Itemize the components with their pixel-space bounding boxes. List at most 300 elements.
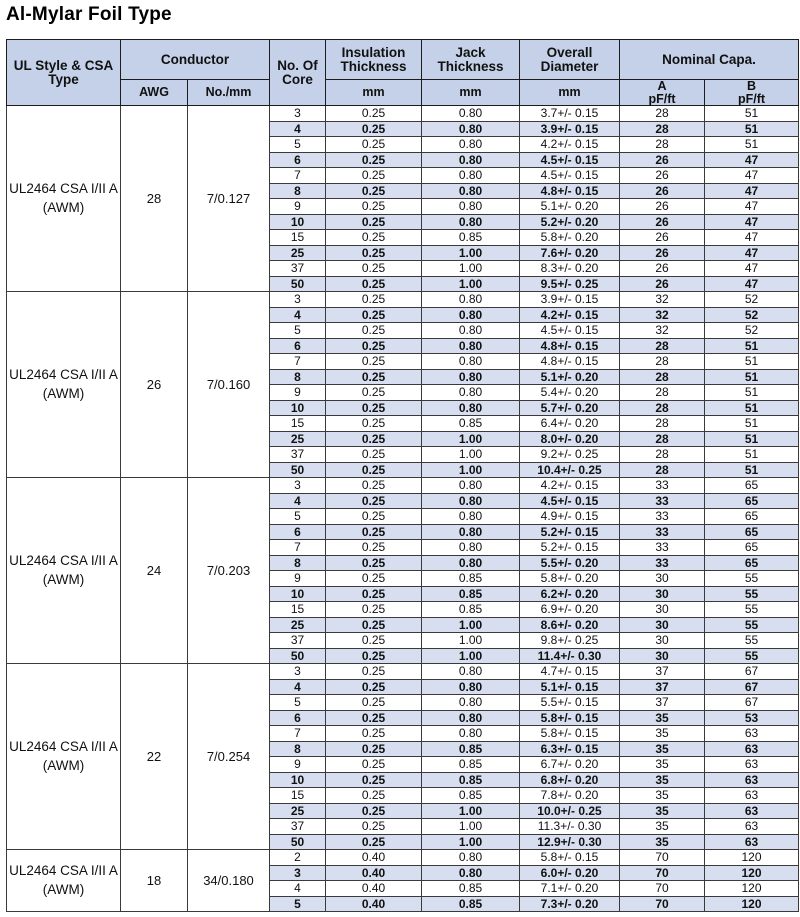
- overall-diameter-cell: 4.9+/- 0.15: [520, 509, 620, 525]
- insulation-cell: 0.25: [326, 261, 422, 277]
- jack-cell: 0.80: [422, 369, 520, 385]
- spec-table: [6, 39, 799, 912]
- core-cell: 25: [270, 803, 326, 819]
- overall-diameter-cell: 4.8+/- 0.15: [520, 183, 620, 199]
- awg-cell: 24: [121, 478, 188, 664]
- capa-a-cell: 33: [620, 493, 705, 509]
- overall-diameter-cell: 4.5+/- 0.15: [520, 168, 620, 184]
- capa-a-cell: 26: [620, 276, 705, 292]
- capa-a-cell: 35: [620, 819, 705, 835]
- overall-diameter-cell: 5.2+/- 0.20: [520, 214, 620, 230]
- core-cell: 3: [270, 865, 326, 881]
- capa-b-cell: 47: [705, 152, 799, 168]
- insulation-cell: 0.25: [326, 230, 422, 246]
- capa-a-cell: 30: [620, 571, 705, 587]
- no-mm-cell: 7/0.160: [188, 292, 270, 478]
- capa-b-cell: 65: [705, 540, 799, 556]
- capa-b-cell: 52: [705, 292, 799, 308]
- core-cell: 7: [270, 354, 326, 370]
- capa-a-cell: 26: [620, 230, 705, 246]
- core-cell: 50: [270, 276, 326, 292]
- capa-a-cell: 32: [620, 307, 705, 323]
- capa-a-cell: 37: [620, 664, 705, 680]
- overall-diameter-cell: 5.8+/- 0.15: [520, 726, 620, 742]
- awg-cell: 26: [121, 292, 188, 478]
- overall-diameter-cell: 7.1+/- 0.20: [520, 881, 620, 897]
- core-cell: 37: [270, 447, 326, 463]
- core-cell: 7: [270, 540, 326, 556]
- capa-b-cell: 67: [705, 679, 799, 695]
- capa-b-cell: 55: [705, 586, 799, 602]
- capa-b-cell: 51: [705, 354, 799, 370]
- capa-a-cell: 33: [620, 509, 705, 525]
- core-cell: 9: [270, 757, 326, 773]
- capa-a-cell: 28: [620, 369, 705, 385]
- overall-diameter-cell: 5.2+/- 0.15: [520, 540, 620, 556]
- insulation-cell: 0.25: [326, 648, 422, 664]
- capa-b-cell: 51: [705, 121, 799, 137]
- capa-a-cell: 30: [620, 648, 705, 664]
- jack-cell: 0.80: [422, 106, 520, 122]
- jack-cell: 0.85: [422, 881, 520, 897]
- insulation-cell: 0.25: [326, 803, 422, 819]
- capa-a-cell: 26: [620, 261, 705, 277]
- capa-a-cell: 35: [620, 710, 705, 726]
- capa-a-cell: 30: [620, 602, 705, 618]
- ul-style-cell: UL2464 CSA I/II A (AWM): [7, 664, 121, 850]
- overall-diameter-cell: 4.7+/- 0.15: [520, 664, 620, 680]
- overall-diameter-cell: 5.1+/- 0.20: [520, 369, 620, 385]
- core-cell: 25: [270, 245, 326, 261]
- core-cell: 5: [270, 323, 326, 339]
- capa-a-cell: 28: [620, 338, 705, 354]
- capa-a-cell: 28: [620, 137, 705, 153]
- capa-a-cell: 32: [620, 323, 705, 339]
- insulation-cell: 0.25: [326, 555, 422, 571]
- core-cell: 4: [270, 881, 326, 897]
- capa-a-cell: 26: [620, 245, 705, 261]
- core-cell: 8: [270, 369, 326, 385]
- capa-a-cell: 28: [620, 462, 705, 478]
- overall-diameter-cell: 5.8+/- 0.15: [520, 710, 620, 726]
- jack-cell: 0.80: [422, 400, 520, 416]
- capa-b-cell: 67: [705, 695, 799, 711]
- insulation-cell: 0.25: [326, 168, 422, 184]
- capa-b-cell: 65: [705, 524, 799, 540]
- jack-cell: 0.85: [422, 741, 520, 757]
- insulation-cell: 0.25: [326, 679, 422, 695]
- jack-cell: 0.85: [422, 772, 520, 788]
- overall-diameter-cell: 6.2+/- 0.20: [520, 586, 620, 602]
- capa-b-cell: 120: [705, 865, 799, 881]
- insulation-cell: 0.25: [326, 245, 422, 261]
- jack-cell: 1.00: [422, 462, 520, 478]
- capa-b-cell: 51: [705, 462, 799, 478]
- capa-a-cell: 33: [620, 478, 705, 494]
- capa-a-cell: 33: [620, 524, 705, 540]
- core-cell: 10: [270, 400, 326, 416]
- capa-a-cell: 70: [620, 896, 705, 912]
- insulation-cell: 0.25: [326, 710, 422, 726]
- capa-b-cell: 120: [705, 896, 799, 912]
- insulation-cell: 0.25: [326, 664, 422, 680]
- capa-a-cell: 35: [620, 741, 705, 757]
- core-cell: 4: [270, 307, 326, 323]
- capa-b-cell: 63: [705, 819, 799, 835]
- capa-b-cell: 47: [705, 261, 799, 277]
- unit-jack: mm: [422, 80, 520, 106]
- capa-a-cell: 35: [620, 757, 705, 773]
- jack-cell: 0.80: [422, 292, 520, 308]
- core-cell: 15: [270, 416, 326, 432]
- capa-a-cell: 33: [620, 540, 705, 556]
- no-mm-cell: 34/0.180: [188, 850, 270, 912]
- overall-diameter-cell: 5.5+/- 0.15: [520, 695, 620, 711]
- capa-b-cell: 52: [705, 307, 799, 323]
- core-cell: 50: [270, 834, 326, 850]
- insulation-cell: 0.25: [326, 121, 422, 137]
- capa-a-cell: 28: [620, 447, 705, 463]
- core-cell: 9: [270, 571, 326, 587]
- capa-b-cell: 65: [705, 478, 799, 494]
- unit-insulation: mm: [326, 80, 422, 106]
- capa-b-cell: 63: [705, 757, 799, 773]
- table-row: [7, 106, 799, 122]
- capa-a-cell: 30: [620, 586, 705, 602]
- capa-a-cell: 33: [620, 555, 705, 571]
- header-jack: Jack Thickness: [422, 40, 520, 80]
- jack-cell: 1.00: [422, 633, 520, 649]
- jack-cell: 0.80: [422, 478, 520, 494]
- jack-cell: 1.00: [422, 276, 520, 292]
- header-conductor: Conductor: [121, 40, 270, 80]
- jack-cell: 0.85: [422, 416, 520, 432]
- capa-b-cell: 65: [705, 555, 799, 571]
- jack-cell: 0.85: [422, 757, 520, 773]
- core-cell: 6: [270, 152, 326, 168]
- core-cell: 9: [270, 385, 326, 401]
- jack-cell: 0.85: [422, 602, 520, 618]
- core-cell: 10: [270, 772, 326, 788]
- ul-style-cell: UL2464 CSA I/II A (AWM): [7, 850, 121, 912]
- capa-a-cell: 35: [620, 788, 705, 804]
- overall-diameter-cell: 11.4+/- 0.30: [520, 648, 620, 664]
- ul-style-cell: UL2464 CSA I/II A (AWM): [7, 292, 121, 478]
- col-a-label: A: [657, 79, 667, 93]
- table-row: [7, 850, 799, 866]
- overall-diameter-cell: 10.0+/- 0.25: [520, 803, 620, 819]
- capa-a-cell: 28: [620, 400, 705, 416]
- overall-diameter-cell: 4.5+/- 0.15: [520, 493, 620, 509]
- capa-b-cell: 47: [705, 245, 799, 261]
- jack-cell: 0.80: [422, 524, 520, 540]
- jack-cell: 0.80: [422, 865, 520, 881]
- jack-cell: 1.00: [422, 834, 520, 850]
- core-cell: 4: [270, 679, 326, 695]
- overall-diameter-cell: 8.3+/- 0.20: [520, 261, 620, 277]
- overall-diameter-cell: 6.4+/- 0.20: [520, 416, 620, 432]
- insulation-cell: 0.25: [326, 834, 422, 850]
- col-b-unit: pF/ft: [737, 91, 766, 106]
- jack-cell: 0.80: [422, 121, 520, 137]
- core-cell: 37: [270, 633, 326, 649]
- jack-cell: 1.00: [422, 819, 520, 835]
- jack-cell: 0.80: [422, 354, 520, 370]
- capa-b-cell: 67: [705, 664, 799, 680]
- core-cell: 25: [270, 617, 326, 633]
- jack-cell: 0.80: [422, 679, 520, 695]
- jack-cell: 0.80: [422, 493, 520, 509]
- no-mm-cell: 7/0.203: [188, 478, 270, 664]
- core-cell: 37: [270, 261, 326, 277]
- core-cell: 5: [270, 695, 326, 711]
- overall-diameter-cell: 6.7+/- 0.20: [520, 757, 620, 773]
- insulation-cell: 0.40: [326, 865, 422, 881]
- page-title: Al-Mylar Foil Type: [6, 4, 172, 25]
- overall-diameter-cell: 3.9+/- 0.15: [520, 292, 620, 308]
- capa-a-cell: 26: [620, 152, 705, 168]
- overall-diameter-cell: 8.0+/- 0.20: [520, 431, 620, 447]
- table-row: [7, 478, 799, 494]
- insulation-cell: 0.25: [326, 137, 422, 153]
- core-cell: 15: [270, 788, 326, 804]
- awg-cell: 22: [121, 664, 188, 850]
- overall-diameter-cell: 6.9+/- 0.20: [520, 602, 620, 618]
- overall-diameter-cell: 7.6+/- 0.20: [520, 245, 620, 261]
- header-insulation: Insulation Thickness: [326, 40, 422, 80]
- insulation-cell: 0.25: [326, 354, 422, 370]
- table-row: [7, 664, 799, 680]
- capa-a-cell: 28: [620, 121, 705, 137]
- header-no-mm: No./mm: [188, 80, 270, 106]
- insulation-cell: 0.25: [326, 214, 422, 230]
- core-cell: 10: [270, 214, 326, 230]
- overall-diameter-cell: 4.2+/- 0.15: [520, 478, 620, 494]
- overall-diameter-cell: 4.2+/- 0.15: [520, 307, 620, 323]
- overall-diameter-cell: 3.7+/- 0.15: [520, 106, 620, 122]
- capa-b-cell: 51: [705, 431, 799, 447]
- core-cell: 10: [270, 586, 326, 602]
- capa-b-cell: 120: [705, 881, 799, 897]
- insulation-cell: 0.25: [326, 323, 422, 339]
- jack-cell: 0.80: [422, 214, 520, 230]
- core-cell: 50: [270, 462, 326, 478]
- core-cell: 3: [270, 106, 326, 122]
- jack-cell: 0.80: [422, 199, 520, 215]
- overall-diameter-cell: 5.8+/- 0.15: [520, 850, 620, 866]
- capa-b-cell: 47: [705, 183, 799, 199]
- insulation-cell: 0.25: [326, 602, 422, 618]
- overall-diameter-cell: 8.6+/- 0.20: [520, 617, 620, 633]
- core-cell: 4: [270, 121, 326, 137]
- insulation-cell: 0.25: [326, 478, 422, 494]
- overall-diameter-cell: 12.9+/- 0.30: [520, 834, 620, 850]
- insulation-cell: 0.25: [326, 726, 422, 742]
- jack-cell: 0.80: [422, 137, 520, 153]
- header-overall: Overall Diameter: [520, 40, 620, 80]
- capa-a-cell: 28: [620, 354, 705, 370]
- unit-overall: mm: [520, 80, 620, 106]
- insulation-cell: 0.40: [326, 896, 422, 912]
- insulation-cell: 0.25: [326, 152, 422, 168]
- jack-cell: 1.00: [422, 245, 520, 261]
- jack-cell: 0.80: [422, 555, 520, 571]
- overall-diameter-cell: 4.8+/- 0.15: [520, 338, 620, 354]
- overall-diameter-cell: 9.5+/- 0.25: [520, 276, 620, 292]
- jack-cell: 0.80: [422, 183, 520, 199]
- core-cell: 4: [270, 493, 326, 509]
- jack-cell: 1.00: [422, 648, 520, 664]
- insulation-cell: 0.25: [326, 509, 422, 525]
- core-cell: 15: [270, 230, 326, 246]
- capa-a-cell: 35: [620, 803, 705, 819]
- core-cell: 7: [270, 726, 326, 742]
- insulation-cell: 0.25: [326, 416, 422, 432]
- core-cell: 2: [270, 850, 326, 866]
- capa-b-cell: 55: [705, 633, 799, 649]
- jack-cell: 1.00: [422, 803, 520, 819]
- jack-cell: 1.00: [422, 431, 520, 447]
- overall-diameter-cell: 5.5+/- 0.20: [520, 555, 620, 571]
- overall-diameter-cell: 4.8+/- 0.15: [520, 354, 620, 370]
- insulation-cell: 0.25: [326, 276, 422, 292]
- no-mm-cell: 7/0.127: [188, 106, 270, 292]
- jack-cell: 1.00: [422, 261, 520, 277]
- core-cell: 5: [270, 896, 326, 912]
- core-cell: 3: [270, 478, 326, 494]
- capa-b-cell: 63: [705, 788, 799, 804]
- overall-diameter-cell: 10.4+/- 0.25: [520, 462, 620, 478]
- jack-cell: 0.80: [422, 509, 520, 525]
- overall-diameter-cell: 9.2+/- 0.25: [520, 447, 620, 463]
- capa-b-cell: 55: [705, 571, 799, 587]
- insulation-cell: 0.25: [326, 199, 422, 215]
- capa-b-cell: 51: [705, 447, 799, 463]
- header-col-b: [705, 80, 799, 106]
- insulation-cell: 0.40: [326, 881, 422, 897]
- capa-b-cell: 51: [705, 338, 799, 354]
- capa-a-cell: 26: [620, 199, 705, 215]
- insulation-cell: 0.25: [326, 307, 422, 323]
- insulation-cell: 0.25: [326, 741, 422, 757]
- overall-diameter-cell: 6.8+/- 0.20: [520, 772, 620, 788]
- capa-a-cell: 32: [620, 292, 705, 308]
- capa-b-cell: 55: [705, 648, 799, 664]
- capa-a-cell: 35: [620, 772, 705, 788]
- core-cell: 7: [270, 168, 326, 184]
- col-b-label: B: [746, 79, 757, 93]
- header-no-of-core: No. Of Core: [270, 40, 326, 106]
- core-cell: 8: [270, 741, 326, 757]
- insulation-cell: 0.25: [326, 493, 422, 509]
- jack-cell: 0.85: [422, 586, 520, 602]
- jack-cell: 1.00: [422, 447, 520, 463]
- core-cell: 3: [270, 664, 326, 680]
- insulation-cell: 0.40: [326, 850, 422, 866]
- capa-a-cell: 28: [620, 385, 705, 401]
- overall-diameter-cell: 5.1+/- 0.15: [520, 679, 620, 695]
- core-cell: 37: [270, 819, 326, 835]
- core-cell: 8: [270, 183, 326, 199]
- insulation-cell: 0.25: [326, 695, 422, 711]
- capa-a-cell: 37: [620, 695, 705, 711]
- capa-b-cell: 65: [705, 509, 799, 525]
- capa-b-cell: 63: [705, 803, 799, 819]
- jack-cell: 0.80: [422, 726, 520, 742]
- core-cell: 9: [270, 199, 326, 215]
- capa-b-cell: 47: [705, 199, 799, 215]
- col-a-unit: pF/ft: [648, 91, 676, 106]
- ul-style-cell: UL2464 CSA I/II A (AWM): [7, 106, 121, 292]
- capa-b-cell: 47: [705, 230, 799, 246]
- insulation-cell: 0.25: [326, 462, 422, 478]
- capa-a-cell: 26: [620, 214, 705, 230]
- overall-diameter-cell: 9.8+/- 0.25: [520, 633, 620, 649]
- core-cell: 6: [270, 338, 326, 354]
- core-cell: 3: [270, 292, 326, 308]
- core-cell: 5: [270, 509, 326, 525]
- header-awg: AWG: [121, 80, 188, 106]
- capa-b-cell: 51: [705, 400, 799, 416]
- insulation-cell: 0.25: [326, 106, 422, 122]
- insulation-cell: 0.25: [326, 431, 422, 447]
- capa-b-cell: 63: [705, 741, 799, 757]
- insulation-cell: 0.25: [326, 385, 422, 401]
- jack-cell: 0.80: [422, 152, 520, 168]
- capa-a-cell: 26: [620, 183, 705, 199]
- overall-diameter-cell: 5.1+/- 0.20: [520, 199, 620, 215]
- spec-table-body: [7, 106, 799, 912]
- overall-diameter-cell: 4.5+/- 0.15: [520, 152, 620, 168]
- capa-b-cell: 47: [705, 276, 799, 292]
- capa-b-cell: 63: [705, 772, 799, 788]
- capa-b-cell: 51: [705, 416, 799, 432]
- insulation-cell: 0.25: [326, 757, 422, 773]
- capa-a-cell: 26: [620, 168, 705, 184]
- insulation-cell: 0.25: [326, 400, 422, 416]
- jack-cell: 0.85: [422, 230, 520, 246]
- capa-a-cell: 70: [620, 865, 705, 881]
- overall-diameter-cell: 5.4+/- 0.20: [520, 385, 620, 401]
- awg-cell: 28: [121, 106, 188, 292]
- insulation-cell: 0.25: [326, 292, 422, 308]
- jack-cell: 0.80: [422, 850, 520, 866]
- capa-b-cell: 65: [705, 493, 799, 509]
- header-nominal-capa: Nominal Capa.: [620, 40, 799, 80]
- capa-a-cell: 70: [620, 881, 705, 897]
- core-cell: 25: [270, 431, 326, 447]
- jack-cell: 0.85: [422, 788, 520, 804]
- capa-b-cell: 51: [705, 106, 799, 122]
- insulation-cell: 0.25: [326, 633, 422, 649]
- capa-b-cell: 51: [705, 369, 799, 385]
- overall-diameter-cell: 6.3+/- 0.15: [520, 741, 620, 757]
- core-cell: 50: [270, 648, 326, 664]
- capa-b-cell: 63: [705, 726, 799, 742]
- capa-a-cell: 30: [620, 633, 705, 649]
- capa-a-cell: 70: [620, 850, 705, 866]
- jack-cell: 0.80: [422, 338, 520, 354]
- overall-diameter-cell: 6.0+/- 0.20: [520, 865, 620, 881]
- insulation-cell: 0.25: [326, 447, 422, 463]
- jack-cell: 0.80: [422, 323, 520, 339]
- capa-a-cell: 28: [620, 416, 705, 432]
- insulation-cell: 0.25: [326, 819, 422, 835]
- core-cell: 15: [270, 602, 326, 618]
- table-row: [7, 292, 799, 308]
- insulation-cell: 0.25: [326, 772, 422, 788]
- capa-a-cell: 28: [620, 431, 705, 447]
